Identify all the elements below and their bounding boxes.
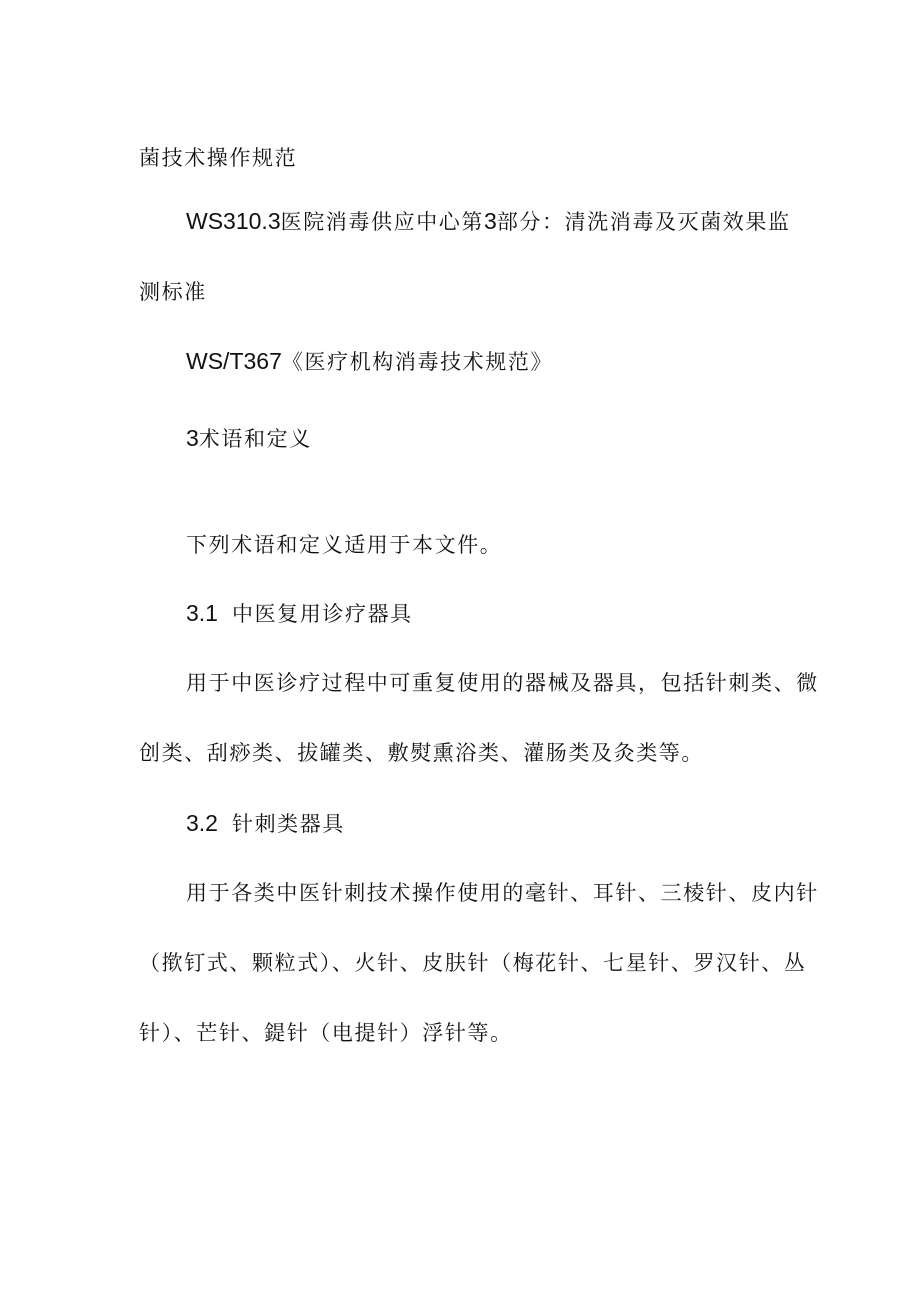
section-intro: 下列术语和定义适用于本文件。 [186,533,503,557]
term-heading-3-1: 3.1 中医复用诊疗器具 [186,600,413,626]
reference-code: WS310.3 [186,208,281,234]
reference-ws310: WS310.3医院消毒供应中心第3部分：清洗消毒及灭菌效果监 [186,208,791,234]
text-line-continuation: 菌技术操作规范 [139,146,298,170]
term-definition-line: 针）、芒针、鍉针（电提针）浮针等。 [139,1021,513,1045]
section-heading: 3术语和定义 [186,425,312,451]
term-definition-line: 用于各类中医针刺技术操作使用的毫针、耳针、三棱针、皮内针 [186,881,819,905]
term-definition-line: 用于中医诊疗过程中可重复使用的器械及器具，包括针刺类、微 [186,671,819,695]
term-definition-line: （揿钉式、颗粒式）、火针、皮肤针（梅花针、七星针、罗汉针、丛 [139,951,807,975]
term-definition-line: 创类、刮痧类、拔罐类、敷熨熏浴类、灌肠类及灸类等。 [139,741,704,765]
reference-code: WS/T367 [186,348,282,374]
term-heading-3-2: 3.2 针刺类器具 [186,810,345,836]
reference-ws367: WS/T367《医疗机构消毒技术规范》 [186,348,554,374]
reference-ws310-continuation: 测标准 [139,280,207,304]
